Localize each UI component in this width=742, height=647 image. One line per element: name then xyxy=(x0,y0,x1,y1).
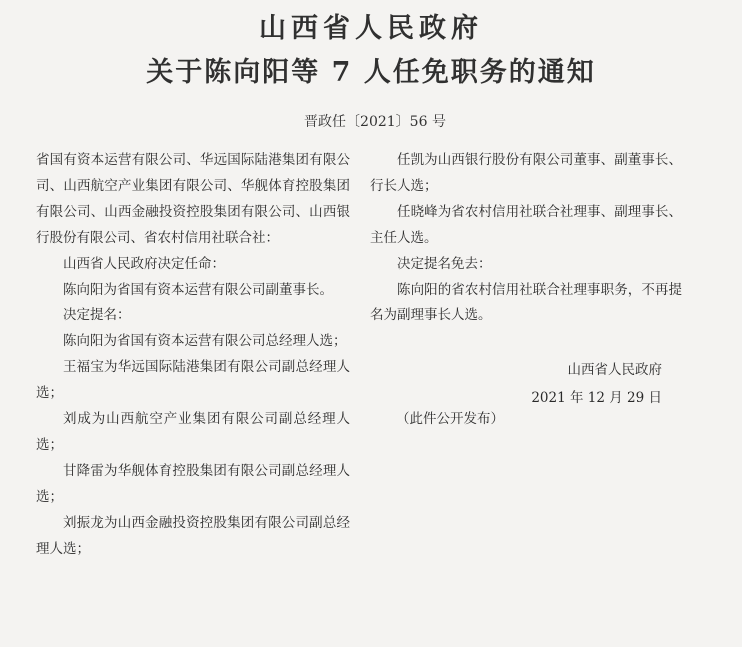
decision-appoint: 山西省人民政府决定任命： xyxy=(63,255,225,272)
nomination-item: 王福宝为华远国际陆港集团有限公司副总经理人选； xyxy=(36,359,350,402)
issuer-title: 山西省人民政府 xyxy=(259,13,483,44)
nomination-item: 任凯为山西银行股份有限公司董事、副董事长、行长人选； xyxy=(370,152,682,194)
signature-block xyxy=(531,356,662,412)
document-title: 关于陈向阳等 7 人任免职务的通知 xyxy=(146,57,596,88)
nomination-item: 任晓峰为省农村信用社联合社理事、副理事长、主任人选。 xyxy=(370,203,682,246)
decision-remove: 决定提名免去： xyxy=(397,255,492,272)
appointment-item: 陈向阳为省国有资本运营有限公司副董事长。 xyxy=(63,281,333,298)
document-number: 晋政任〔2021〕56 号 xyxy=(304,114,446,130)
removal-item: 陈向阳的省农村信用社联合社理事职务，不再提名为副理事长人选。 xyxy=(370,281,682,324)
nomination-item: 刘成为山西航空产业集团有限公司副总经理人选； xyxy=(36,411,350,453)
signature-org: 山西省人民政府 xyxy=(567,362,662,378)
nomination-item: 刘振龙为山西金融投资控股集团有限公司副总经理人选； xyxy=(36,514,350,557)
left-column xyxy=(36,148,350,563)
right-column xyxy=(370,148,682,329)
nomination-item: 甘降雷为华舰体育控股集团有限公司副总经理人选； xyxy=(36,462,350,505)
publication-note: （此件公开发布） xyxy=(396,411,504,427)
addressee: 省国有资本运营有限公司、华远国际陆港集团有限公司、山西航空产业集团有限公司、华舰体育控股集团有限公司、山西金融投资控股集团有限公司、山西银行股份有限公司、省农村信用社联合社： xyxy=(36,152,350,246)
nomination-item: 陈向阳为省国有资本运营有限公司总经理人选； xyxy=(63,333,347,350)
signature-date: 2021 年 12 月 29 日 xyxy=(531,390,662,406)
decision-nominate: 决定提名： xyxy=(63,307,131,324)
